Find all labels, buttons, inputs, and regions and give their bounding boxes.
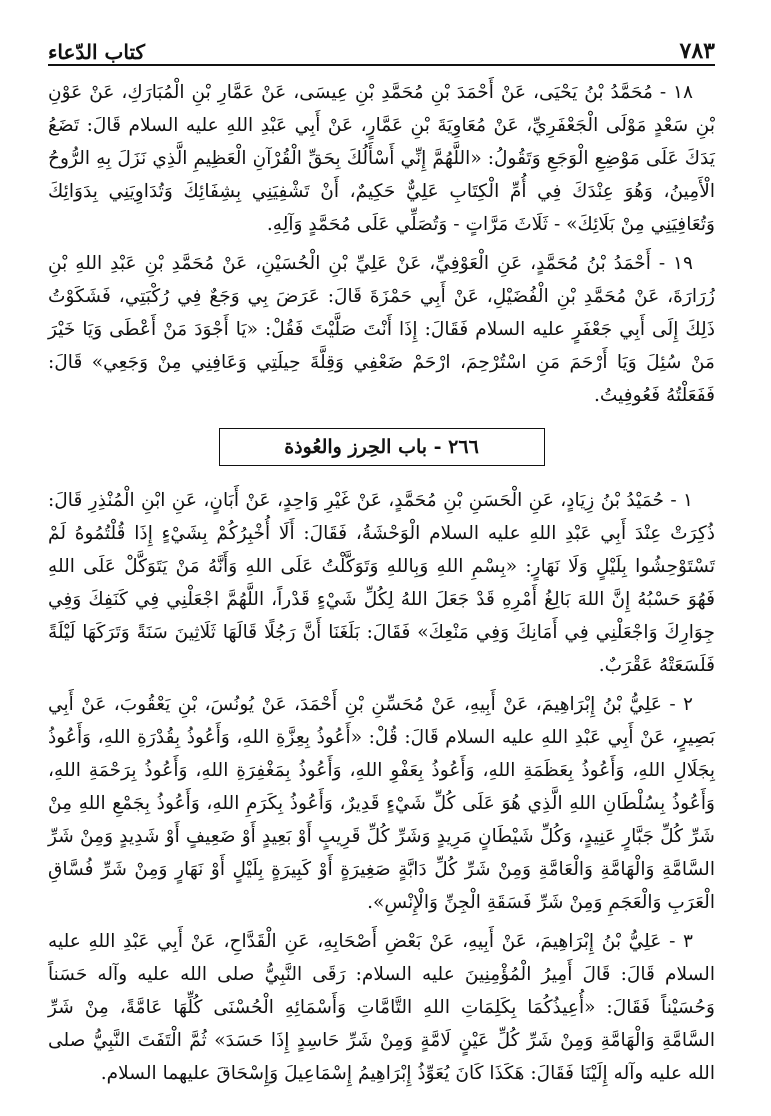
running-title: كتاب الدّعاء — [48, 40, 146, 64]
hadith-19: ١٩ - أَحْمَدُ بْنُ مُحَمَّدٍ، عَنِ الْعَوْفِيِّ، عَنْ عَلِيِّ بْنِ الْحُسَيْنِ، عَنْ مُحَمَّدِ بْنِ عَبْدِ اللهِ بْنِ زُرَارَةَ، عَنْ مُحَمَّدِ بْنِ الْفُضَيْلِ، عَنْ أَبِي حَمْزَةَ قَالَ: عَرَضَ بِي وَجَعٌ فِي رُكْبَتِي، فَشَكَوْتُ ذَلِكَ إِلَى أَبِي جَعْفَرٍ عليه السلام فَقَالَ: إِذَا أَنْتَ صَلَّيْتَ فَقُلْ: «يَا أَجْوَدَ مَنْ أَعْطَى وَيَا خَيْرَ مَنْ سُئِلَ وَيَا أَرْحَمَ مَنِ اسْتُرْحِمَ، ارْحَمْ ضَعْفِي وَقِلَّةَ حِيلَتِي وَعَافِنِي مِنْ وَجَعِي» قَالَ: فَفَعَلْتُهُ فَعُوفِيتُ. — [48, 253, 715, 406]
chapter-hadith-3: ٣ - عَلِيُّ بْنُ إِبْرَاهِيمَ، عَنْ أَبِيهِ، عَنْ بَعْضِ أَصْحَابِهِ، عَنِ الْقَدَّاحِ، عَنْ أَبِي عَبْدِ اللهِ عليه السلام قَالَ: قَالَ أَمِيرُ الْمُؤْمِنِينَ عليه السلام: رَقَى النَّبِيُّ صلى الله عليه وآله حَسَناً وَحُسَيْناً فَقَالَ: «أُعِيذُكُمَا بِكَلِمَاتِ اللهِ التَّامَّاتِ وَأَسْمَائِهِ الْحُسْنَى كُلِّهَا عَامَّةً، مِنْ شَرِّ السَّامَّةِ وَالْهَامَّةِ وَمِنْ شَرِّ كُلِّ عَيْنٍ لَامَّةٍ وَمِنْ شَرِّ حَاسِدٍ إِذَا حَسَدَ» ثُمَّ الْتَفَتَ النَّبِيُّ صلى الله عليه وآله إِلَيْنَا فَقَالَ: هَكَذَا كَانَ يُعَوِّذُ إِبْرَاهِيمُ إِسْمَاعِيلَ وَإِسْحَاقَ عليهما السلام. — [48, 931, 715, 1084]
page-number: ٧٨٣ — [679, 38, 715, 64]
chapter-heading: ٢٦٦ - باب الحِرز والعُوذة — [219, 428, 545, 466]
chapter-hadith-2: ٢ - عَلِيُّ بْنُ إِبْرَاهِيمَ، عَنْ أَبِيهِ، عَنْ مُحَسِّنِ بْنِ أَحْمَدَ، عَنْ يُونُسَ، بْنِ يَعْقُوبَ، عَنْ أَبِي بَصِيرٍ، عَنْ أَبِي عَبْدِ اللهِ عليه السلام قَالَ: قُلْ: «أَعُوذُ بِعِزَّةِ اللهِ، وَأَعُوذُ بِقُدْرَةِ اللهِ، وَأَعُوذُ بِجَلَالِ اللهِ، وَأَعُوذُ بِعَظَمَةِ اللهِ، وَأَعُوذُ بِعَفْوِ اللهِ، وَأَعُوذُ بِمَغْفِرَةِ اللهِ، وَأَعُوذُ بِرَحْمَةِ اللهِ، وَأَعُوذُ بِسُلْطَانِ اللهِ الَّذِي هُوَ عَلَى كُلِّ شَيْءٍ قَدِيرٌ، وَأَعُوذُ بِكَرَمِ اللهِ، وَأَعُوذُ بِجَمْعِ اللهِ مِنْ شَرِّ كُلِّ جَبَّارٍ عَنِيدٍ، وَكُلِّ شَيْطَانٍ مَرِيدٍ وَشَرِّ كُلِّ قَرِيبٍ أَوْ بَعِيدٍ أَوْ ضَعِيفٍ أَوْ شَدِيدٍ وَمِنْ شَرِّ السَّامَّةِ وَالْهَامَّةِ وَالْعَامَّةِ وَمِنْ شَرِّ كُلِّ دَابَّةٍ صَغِيرَةٍ أَوْ كَبِيرَةٍ بِلَيْلٍ أَوْ نَهَارٍ وَمِنْ شَرِّ فُسَّاقِ الْعَرَبِ وَالْعَجَمِ وَمِنْ شَرِّ فَسَقَةِ الْجِنِّ وَالْإِنْسِ». — [48, 694, 715, 913]
page-header — [48, 28, 715, 64]
header-divider — [48, 64, 715, 66]
page-body — [48, 76, 715, 1096]
chapter-hadith-1: ١ - حُمَيْدُ بْنُ زِيَادٍ، عَنِ الْحَسَنِ بْنِ مُحَمَّدٍ، عَنْ غَيْرِ وَاحِدٍ، عَنْ أَبَانٍ، عَنِ ابْنِ الْمُنْذِرِ قَالَ: ذُكِرَتْ عِنْدَ أَبِي عَبْدِ اللهِ عليه السلام الْوَحْشَةُ، فَقَالَ: أَلَا أُخْبِرُكُمْ بِشَيْءٍ إِذَا قُلْتُمُوهُ لَمْ تَسْتَوْحِشُوا بِلَيْلٍ وَلَا نَهَارٍ: «بِسْمِ اللهِ وَبِاللهِ وَتَوَكَّلْتُ عَلَى اللهِ وَأَنَّهُ مَنْ يَتَوَكَّلْ عَلَى اللهِ فَهُوَ حَسْبُهُ إِنَّ اللهَ بَالِغُ أَمْرِهِ قَدْ جَعَلَ اللهُ لِكُلِّ شَيْءٍ قَدْراً، اللَّهُمَّ اجْعَلْنِي فِي كَنَفِكَ وَفِي جِوَارِكَ وَاجْعَلْنِي فِي أَمَانِكَ وَفِي مَنْعِكَ» فَقَالَ: بَلَغَنَا أَنَّ رَجُلًا قَالَهَا ثَلَاثِينَ سَنَةً وَتَرَكَهَا لَيْلَةً فَلَسَعَتْهُ عَقْرَبٌ. — [48, 490, 715, 676]
hadith-18: ١٨ - مُحَمَّدُ بْنُ يَحْيَى، عَنْ أَحْمَدَ بْنِ مُحَمَّدِ بْنِ عِيسَى، عَنْ عَمَّارِ بْنِ الْمُبَارَكِ، عَنْ عَوْنِ بْنِ سَعْدٍ مَوْلَى الْجَعْفَرِيِّ، عَنْ مُعَاوِيَةَ بْنِ عَمَّارٍ، عَنْ أَبِي عَبْدِ اللهِ عليه السلام قَالَ: تَضَعُ يَدَكَ عَلَى مَوْضِعِ الْوَجَعِ وَتَقُولُ: «اللَّهُمَّ إِنِّي أَسْأَلُكَ بِحَقِّ الْقُرْآنِ الْعَظِيمِ الَّذِي نَزَلَ بِهِ الرُّوحُ الْأَمِينُ، وَهُوَ عِنْدَكَ فِي أُمِّ الْكِتَابِ عَلِيٌّ حَكِيمٌ، أَنْ تَشْفِيَنِي بِشِفَائِكَ وَتُدَاوِيَنِي بِدَوَائِكَ وَتُعَافِيَنِي مِنْ بَلَائِكَ» - ثَلَاثَ مَرَّاتٍ - وَتُصَلِّي عَلَى مُحَمَّدٍ وَآلِهِ. — [48, 82, 715, 235]
